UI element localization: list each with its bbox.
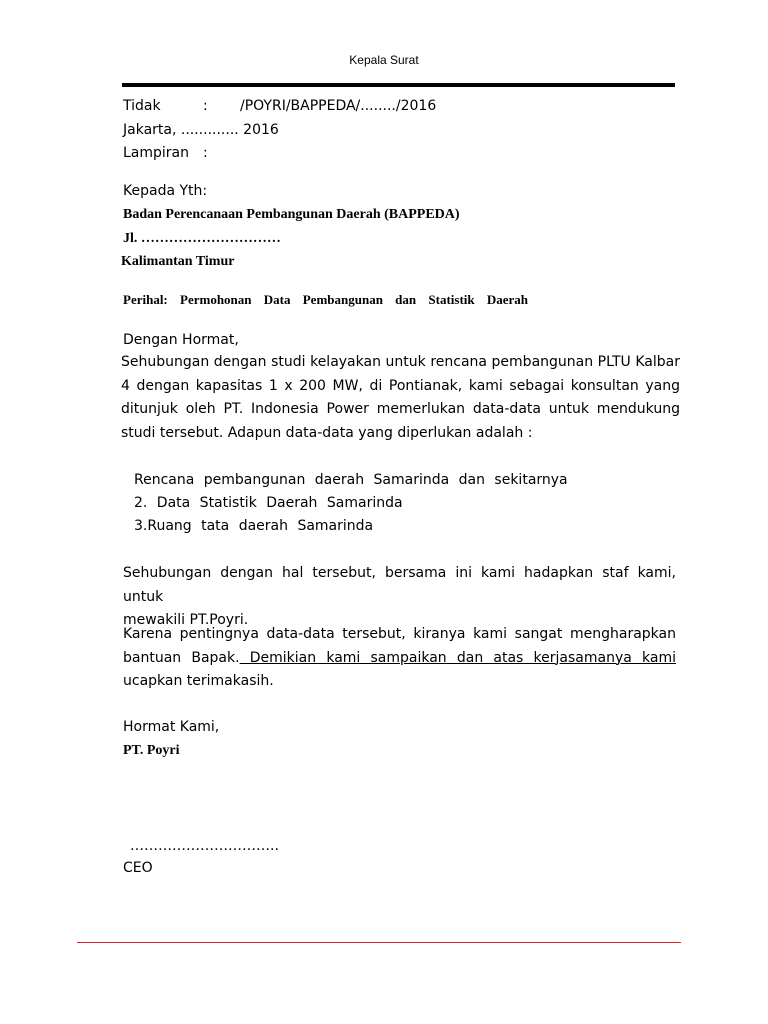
recipient-organization: Badan Perencanaan Pembangunan Daerah (BAPPEDA)	[123, 207, 460, 222]
subject-line: Perihal: Permohonan Data Pembangunan dan Statistik Daerah	[123, 292, 529, 307]
nomor-separator: :	[203, 98, 208, 114]
date-line: Jakarta, ............. 2016	[123, 122, 279, 138]
footer-rule	[77, 942, 681, 943]
signer-title: CEO	[123, 860, 153, 876]
intro-line: studi tersebut. Adapun data-data yang diperlukan adalah :	[121, 424, 533, 441]
salutation: Dengan Hormat,	[123, 332, 239, 348]
page-header-title: Kepala Surat	[349, 53, 419, 67]
demikian-text: Demikian kami sampaikan dan atas kerjasamanya kami	[239, 649, 676, 666]
list-item: 2. Data Statistik Daerah Samarinda	[134, 495, 403, 511]
intro-line: Sehubungan dengan studi kelayakan untuk rencana pembangunan PLTU Kalbar	[121, 354, 680, 370]
list-item: 3.Ruang tata daerah Samarinda	[134, 518, 374, 534]
signature-line: …………………………..	[130, 838, 279, 854]
lampiran-label: Lampiran	[123, 145, 190, 161]
paragraph-line: Karena pentingnya data-data tersebut, kiranya kami sangat mengharapkan	[123, 626, 676, 642]
intro-line: ditunjuk oleh PT. Indonesia Power memerlukan data-data untuk mendukung	[121, 401, 680, 417]
intro-line: 4 dengan kapasitas 1 x 200 MW, di Pontianak, kami sebagai konsultan yang	[121, 377, 680, 394]
recipient-region: Kalimantan Timur	[121, 254, 235, 269]
paragraph-line: Sehubungan dengan hal tersebut, bersama ini kami hadapkan staf kami, untuk	[123, 565, 676, 605]
recipient-greeting: Kepada Yth:	[123, 183, 208, 199]
list-item: Rencana pembangunan daerah Samarinda dan sekitarnya	[134, 472, 568, 488]
bantuan-text: bantuan Bapak.	[123, 649, 240, 666]
recipient-address: Jl. …………………………	[123, 231, 281, 246]
intro-paragraph	[121, 351, 680, 445]
closing-regards: Hormat Kami,	[123, 719, 220, 735]
paragraph-line	[123, 647, 676, 671]
lampiran-separator: :	[203, 145, 208, 161]
nomor-label: Tidak	[123, 98, 161, 114]
paragraph-representation	[123, 562, 676, 633]
header-rule	[122, 83, 675, 87]
nomor-value: /POYRI/BAPPEDA/......../2016	[240, 98, 437, 114]
paragraph-line: mewakili PT.Poyri.	[123, 612, 249, 628]
closing-company: PT. Poyri	[123, 743, 180, 758]
paragraph-line: ucapkan terimakasih.	[123, 673, 274, 689]
paragraph-closing	[123, 623, 676, 694]
